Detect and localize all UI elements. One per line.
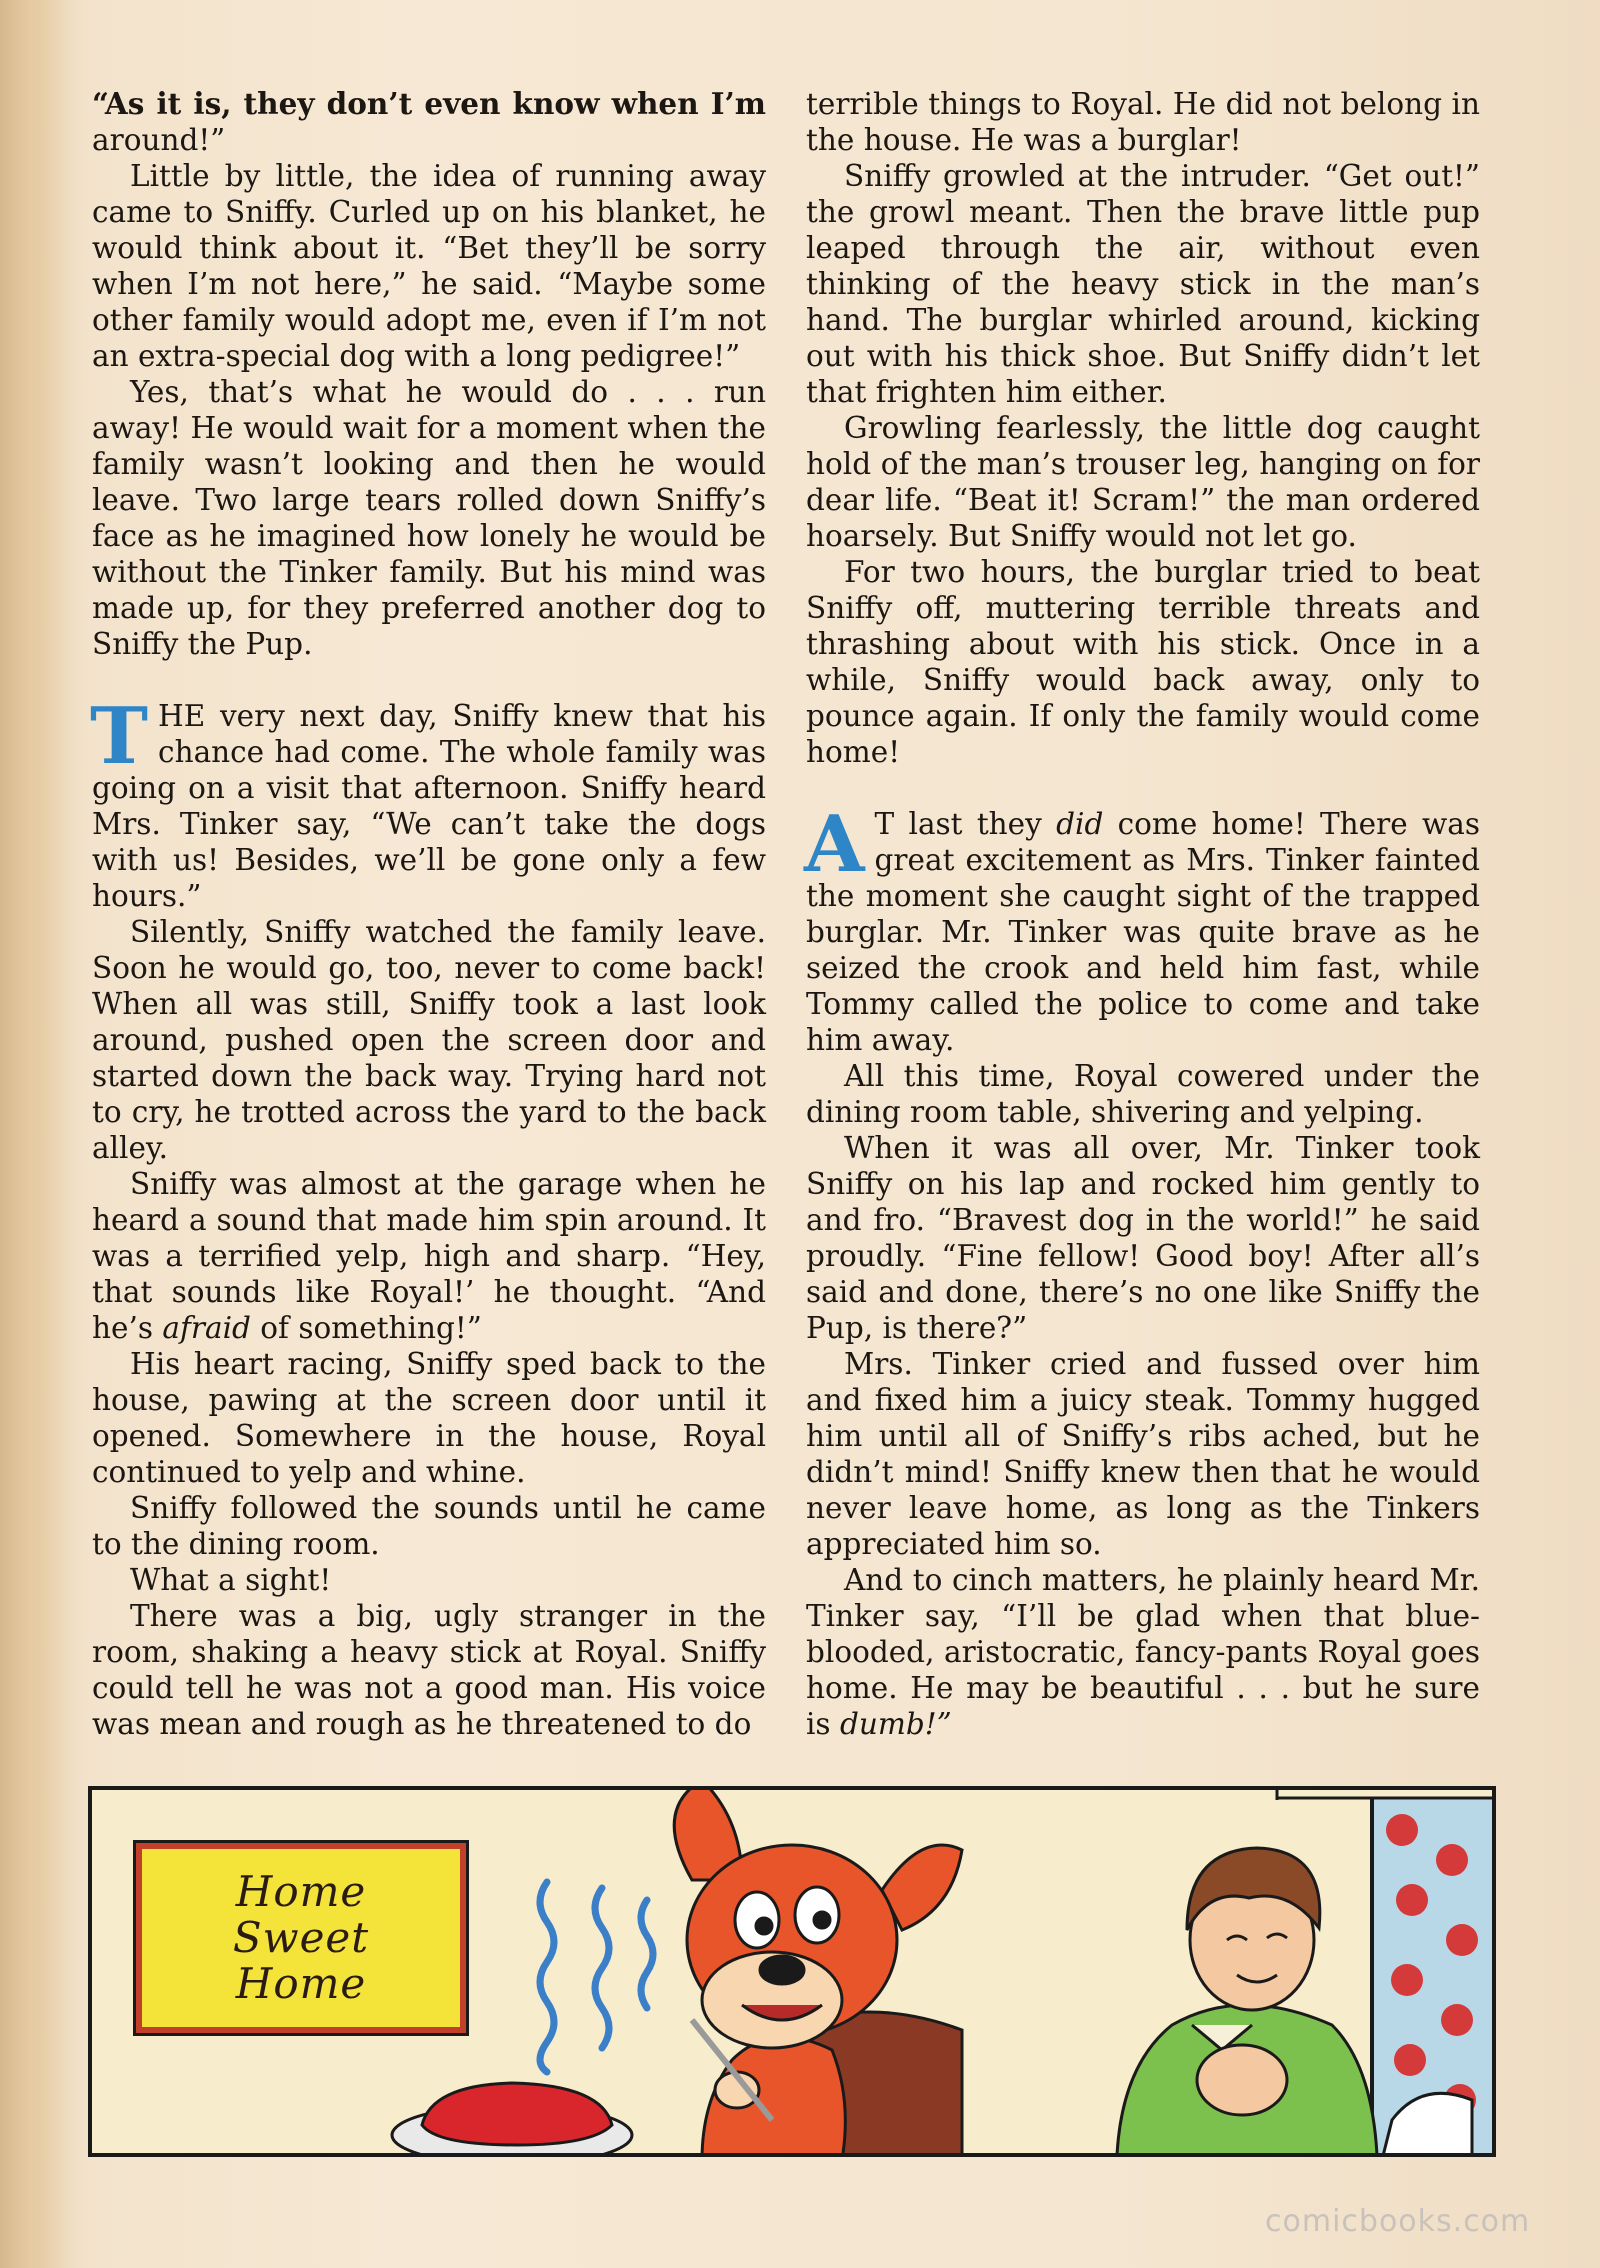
paragraph: terrible things to Royal. He did not belong in the house. He was a burglar! [806, 87, 1480, 157]
paragraph [90, 691, 766, 914]
text-span: come home! There was great excitement as Mrs. Tinker fainted the moment she caught sight of the trapped burglar. Mr. Tinker was quite brave as he seized the crook and held him fast, while Tommy called the police to come and take him away. [806, 807, 1480, 1057]
sign-text-line: Home [235, 1959, 367, 2008]
paragraph: What a sight! [130, 1563, 332, 1597]
illustration-panel [88, 1786, 1496, 2157]
paragraph: Mrs. Tinker cried and fussed over him and fixed him a juicy steak. Tommy hugged him until all of Sniffy’s ribs ached, but he didn’t mind! Sniffy knew then that he would never leave home, as long as the Tinkers appreciated him so. [806, 1347, 1480, 1561]
paragraph: For two hours, the burglar tried to beat Sniffy off, muttering terrible threats and thrashing about with his stick. Once in a while, Sniffy would back away, only to pounce again. If only the family would come home! [806, 555, 1480, 769]
page-spine-shadow [0, 0, 70, 2268]
text-span: And to cinch matters, he plainly heard Mr. Tinker say, “I’ll be glad when that blue-blooded, aristocratic, fancy-pants Royal goes home. He may be beautiful . . . but he sure is [806, 1563, 1480, 1741]
drop-cap-letter: T [90, 691, 149, 782]
paragraph: His heart racing, Sniffy sped back to the house, pawing at the screen door until it opened. Somewhere in the house, Royal continued to yelp and whine. [92, 1347, 766, 1489]
text-span: Sniffy was almost at the garage when he heard a sound that made him spin around. It was a terrified yelp, high and sharp. “Hey, that sounds like Royal!’ he thought. [92, 1167, 766, 1309]
text-span: “And he’s [92, 1275, 766, 1345]
emphasis-text: afraid [162, 1311, 251, 1345]
text-span: T last they [874, 807, 1042, 841]
text-span: of something!” [260, 1311, 482, 1345]
text-span: around!” [92, 123, 226, 157]
section-break [806, 770, 1480, 806]
paragraph: There was a big, ugly stranger in the room, shaking a heavy stick at Royal. Sniffy could tell he was not a good man. His voice was mean and rough as he threatened to do [92, 1599, 766, 1741]
paragraph: Yes, that’s what he would do . . . run away! He would wait for a moment when the family wasn’t looking and then he would leave. Two large tears rolled down Sniffy’s face as he imagined how lonely he would be without the Tinker family. But his mind was made up, for they preferred another dog to Sniffy the Pup. [92, 375, 766, 661]
section-break [92, 662, 766, 698]
paragraph: Little by little, the idea of running away came to Sniffy. Curled up on his blanket, he would think about it. “Bet they’ll be sorry when I’m not here,” he said. “Maybe some other family would adopt me, even if I’m not an extra-special dog with a long pedigree!” [92, 159, 766, 373]
paragraph: Sniffy growled at the intruder. “Get out!” the growl meant. Then the brave little pup leaped through the air, without even thinking of the heavy stick in the man’s hand. The burglar whirled around, kicking out with his thick shoe. But Sniffy didn’t let that frighten him either. [806, 159, 1480, 409]
paragraph: Silently, Sniffy watched the family leave. Soon he would go, too, never to come back! When all was still, Sniffy took a last look around, pushed open the screen door and started down the back way. Trying hard not to cry, he trotted across the yard to the back alley. [92, 915, 766, 1165]
paragraph: All this time, Royal cowered under the dining room table, shivering and yelping. [806, 1059, 1480, 1129]
left-text-column [92, 86, 766, 1742]
paragraph [804, 799, 1480, 1058]
paragraph [806, 1562, 1480, 1742]
watermark: comicbooks.com [1265, 2204, 1531, 2239]
paragraph [92, 86, 766, 158]
paragraph: When it was all over, Mr. Tinker took Sniffy on his lap and rocked him gently to and fro. “Bravest dog in the world!” he said proudly. “Fine fellow! Good boy! After all’s said and done, there’s no one like Sniffy the Pup, is there?” [806, 1131, 1480, 1345]
emphasis-text: dumb!” [839, 1707, 952, 1741]
paragraph: Sniffy followed the sounds until he came to the dining room. [92, 1491, 766, 1561]
drop-cap-letter: A [804, 799, 865, 890]
emphasis-text: did [1056, 807, 1104, 841]
paragraph [92, 1166, 766, 1346]
sign-text-line: Sweet [232, 1913, 370, 1962]
home-sweet-home-sign [136, 1843, 466, 2033]
opening-line: “As it is, they don’t even know when I’m [92, 86, 766, 121]
right-text-column [806, 86, 1480, 1742]
text-span: HE very next day, Sniffy knew that his chance had come. The whole family was going on a visit that afternoon. Sniffy heard Mrs. Tinker say, “We can’t take the dogs with us! Besides, we’ll be gone only a few hours.” [92, 699, 766, 913]
paragraph: Growling fearlessly, the little dog caught hold of the man’s trouser leg, hanging on for dear life. “Beat it! Scram!” the man ordered hoarsely. But Sniffy would not let go. [806, 411, 1480, 553]
sign-text-line: Home [235, 1867, 367, 1916]
